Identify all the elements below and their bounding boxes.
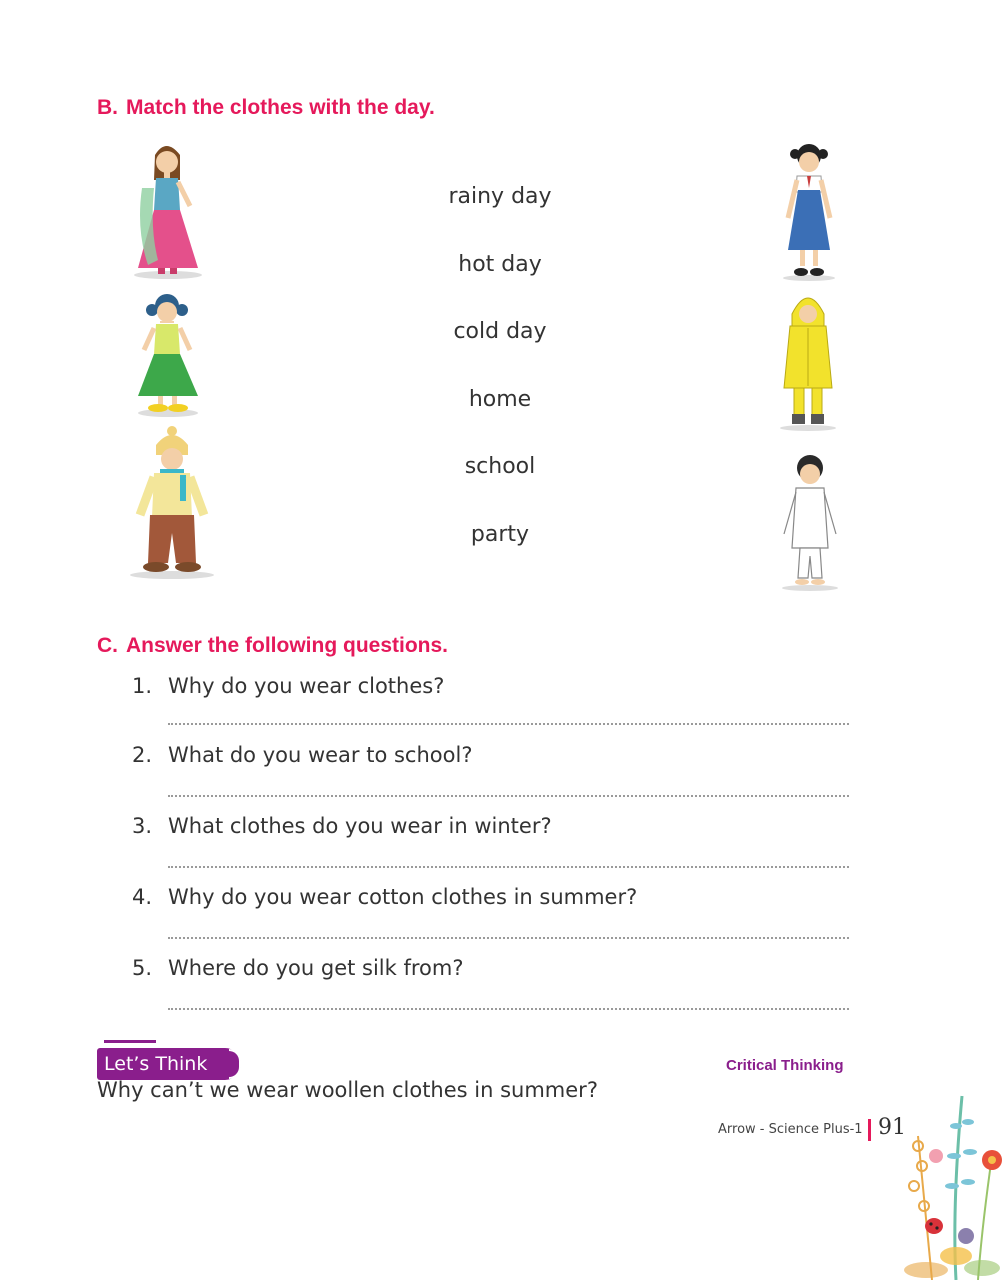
section-b-title: Match the clothes with the day. [126,96,435,119]
answer-line-3[interactable] [168,866,849,868]
footer-book-title: Arrow - Science Plus-1 [718,1122,863,1137]
section-c-heading [97,634,448,658]
lets-think-accent [104,1040,156,1043]
question-2 [132,743,472,767]
match-word-party: party [470,522,530,547]
footer-divider [868,1119,871,1141]
match-word-rainy-day: rainy day [448,184,552,209]
question-number: 2. [132,743,153,767]
match-word-home: home [468,387,532,412]
section-c-letter: C. [97,634,118,657]
answer-line-1[interactable] [168,723,849,725]
question-number: 4. [132,885,153,909]
question-text: Why do you wear cotton clothes in summer? [168,885,638,909]
section-c-title: Answer the following questions. [126,634,449,657]
question-text: What do you wear to school? [168,743,473,767]
lets-think-label: Let’s Think [104,1053,208,1075]
think-question: Why can’t we wear woollen clothes in summer? [97,1078,598,1102]
girl-school-uniform-figure [780,140,838,282]
boy-winter-clothes-figure [126,425,216,581]
question-1 [132,674,444,698]
question-number: 5. [132,956,153,980]
question-4 [132,885,637,909]
critical-thinking-label: Critical Thinking [726,1057,844,1074]
child-raincoat-figure [778,288,838,432]
section-b-letter: B. [97,96,118,119]
lets-think-badge [97,1048,241,1080]
answer-line-2[interactable] [168,795,849,797]
match-word-cold-day: cold day [453,319,547,344]
boy-kurta-pyjama-figure [778,452,842,592]
question-3 [132,814,552,838]
match-word-school: school [464,454,536,479]
section-b-heading [97,96,435,120]
girl-party-dress-figure [128,140,206,280]
flower-decoration-icon [896,1086,1002,1280]
page-number: 91 [878,1115,906,1140]
question-text: Why do you wear clothes? [168,674,445,698]
lets-think-outline [229,1049,241,1079]
question-number: 3. [132,814,153,838]
question-text: Where do you get silk from? [168,956,464,980]
answer-line-5[interactable] [168,1008,849,1010]
question-text: What clothes do you wear in winter? [168,814,552,838]
answer-line-4[interactable] [168,937,849,939]
question-number: 1. [132,674,153,698]
question-5 [132,956,464,980]
match-word-hot-day: hot day [458,252,542,277]
girl-summer-dress-figure [132,290,202,418]
